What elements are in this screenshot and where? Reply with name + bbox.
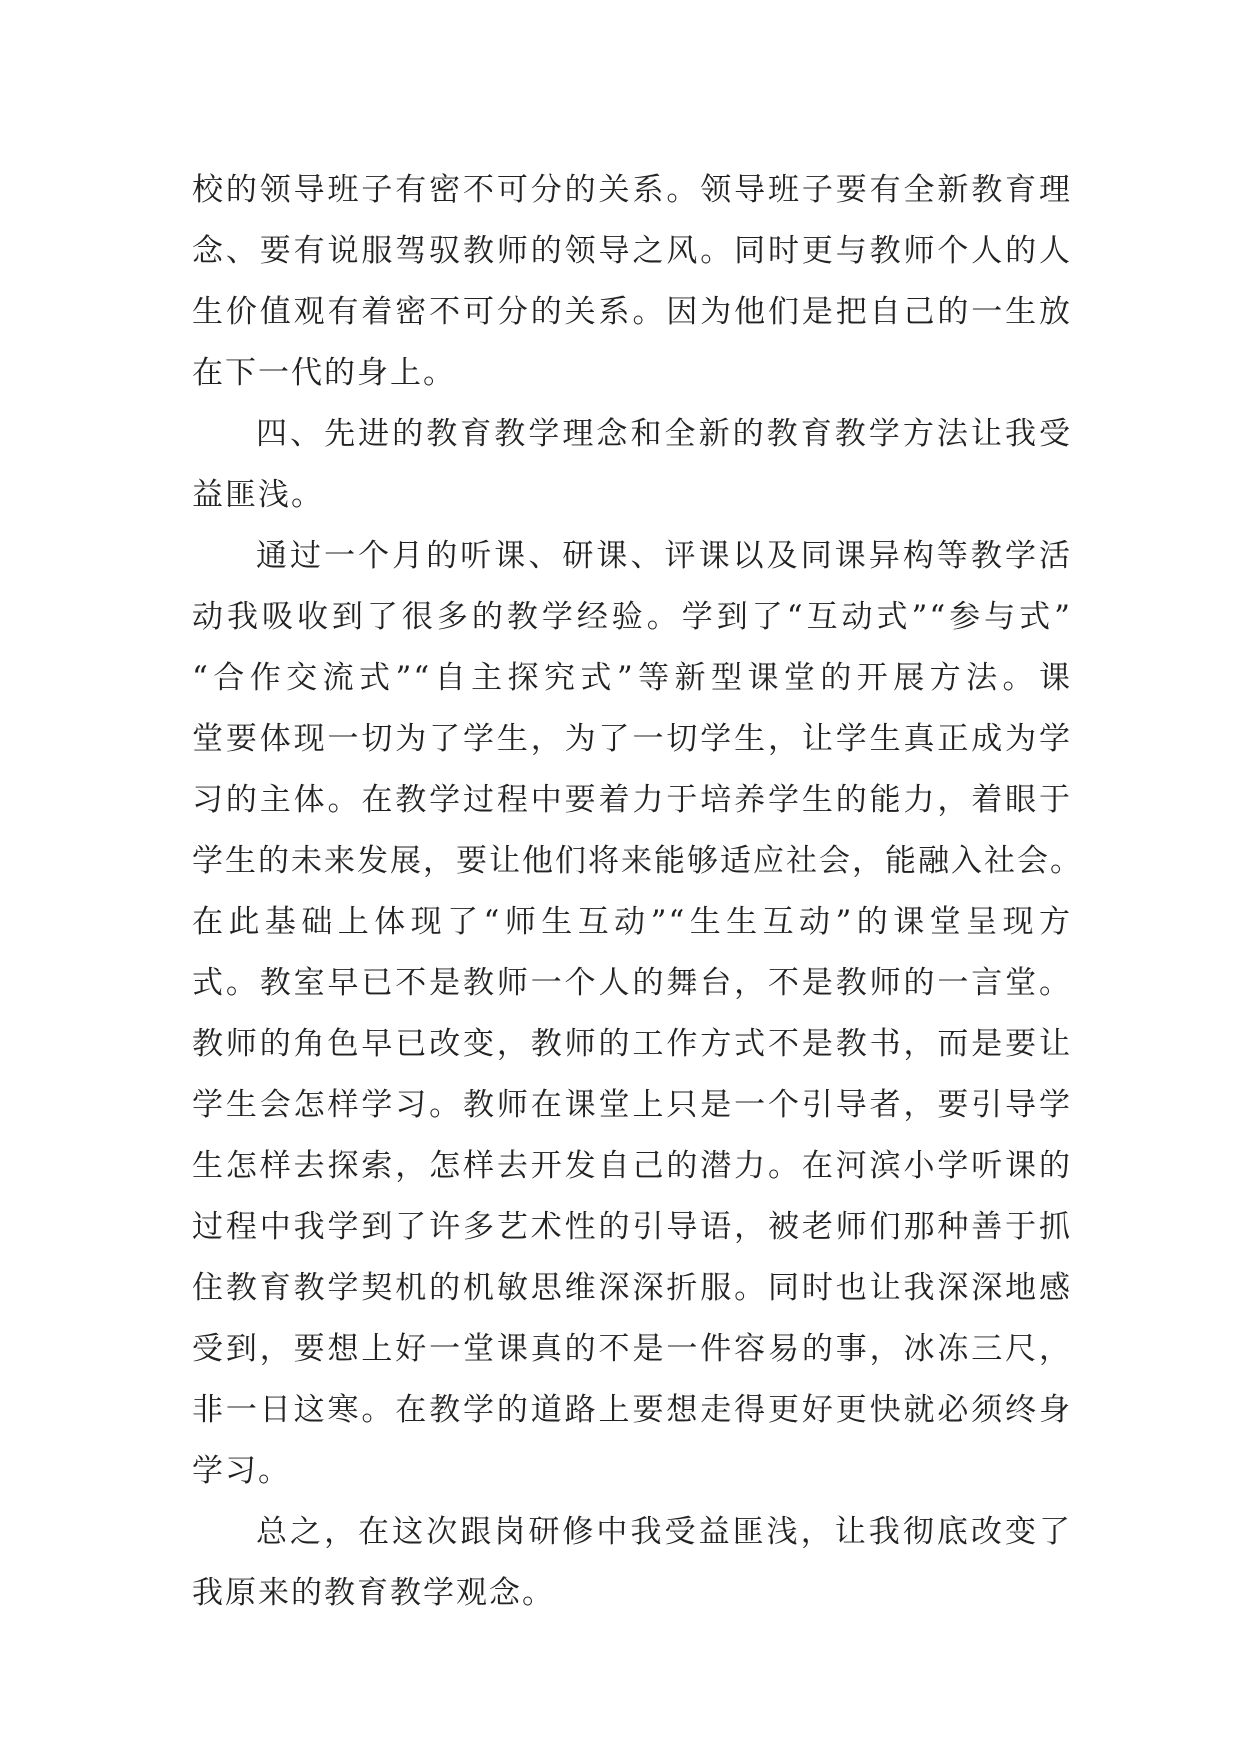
text-line: 动我吸收到了很多的教学经验。学到了“互动式”“参与式” — [192, 599, 1072, 635]
text-line: “合作交流式”“自主探究式”等新型课堂的开展方法。课 — [192, 660, 1072, 696]
text-line: 学习。 — [192, 1453, 291, 1489]
text-line: 堂要体现一切为了学生，为了一切学生，让学生真正成为学 — [192, 721, 1072, 757]
text-line: 益匪浅。 — [192, 477, 324, 513]
text-line: 式。教室早已不是教师一个人的舞台，不是教师的一言堂。 — [192, 965, 1072, 1001]
text-line: 非一日这寒。在教学的道路上要想走得更好更快就必须终身 — [192, 1392, 1072, 1428]
text-line: 住教育教学契机的机敏思维深深折服。同时也让我深深地感 — [192, 1270, 1072, 1306]
paragraph-leadership — [192, 160, 1072, 404]
paragraph-teaching-methods — [192, 526, 1083, 1502]
text-line: 受到，要想上好一堂课真的不是一件容易的事，冰冻三尺， — [192, 1331, 1072, 1367]
text-line: 我原来的教育教学观念。 — [192, 1575, 555, 1611]
document-body — [192, 160, 1083, 1624]
text-line: 生怎样去探索，怎样去开发自己的潜力。在河滨小学听课的 — [192, 1148, 1072, 1184]
text-line: 学生的未来发展，要让他们将来能够适应社会，能融入社会。 — [192, 843, 1083, 879]
text-line: 学生会怎样学习。教师在课堂上只是一个引导者，要引导学 — [192, 1087, 1072, 1123]
text-line: 习的主体。在教学过程中要着力于培养学生的能力，着眼于 — [192, 782, 1072, 818]
text-line: 在此基础上体现了“师生互动”“生生互动”的课堂呈现方 — [192, 904, 1072, 940]
section-heading-four — [192, 404, 1072, 526]
text-line: 四、先进的教育教学理念和全新的教育教学方法让我受 — [256, 416, 1072, 452]
text-line: 生价值观有着密不可分的关系。因为他们是把自己的一生放 — [192, 294, 1072, 330]
text-line: 过程中我学到了许多艺术性的引导语，被老师们那种善于抓 — [192, 1209, 1072, 1245]
text-line: 教师的角色早已改变，教师的工作方式不是教书，而是要让 — [192, 1026, 1072, 1062]
text-line: 校的领导班子有密不可分的关系。领导班子要有全新教育理 — [192, 172, 1072, 208]
text-line: 在下一代的身上。 — [192, 355, 456, 391]
paragraph-conclusion — [192, 1502, 1072, 1624]
text-line: 念、要有说服驾驭教师的领导之风。同时更与教师个人的人 — [192, 233, 1072, 269]
text-line: 总之，在这次跟岗研修中我受益匪浅，让我彻底改变了 — [256, 1514, 1072, 1550]
text-line: 通过一个月的听课、研课、评课以及同课异构等教学活 — [256, 538, 1072, 574]
